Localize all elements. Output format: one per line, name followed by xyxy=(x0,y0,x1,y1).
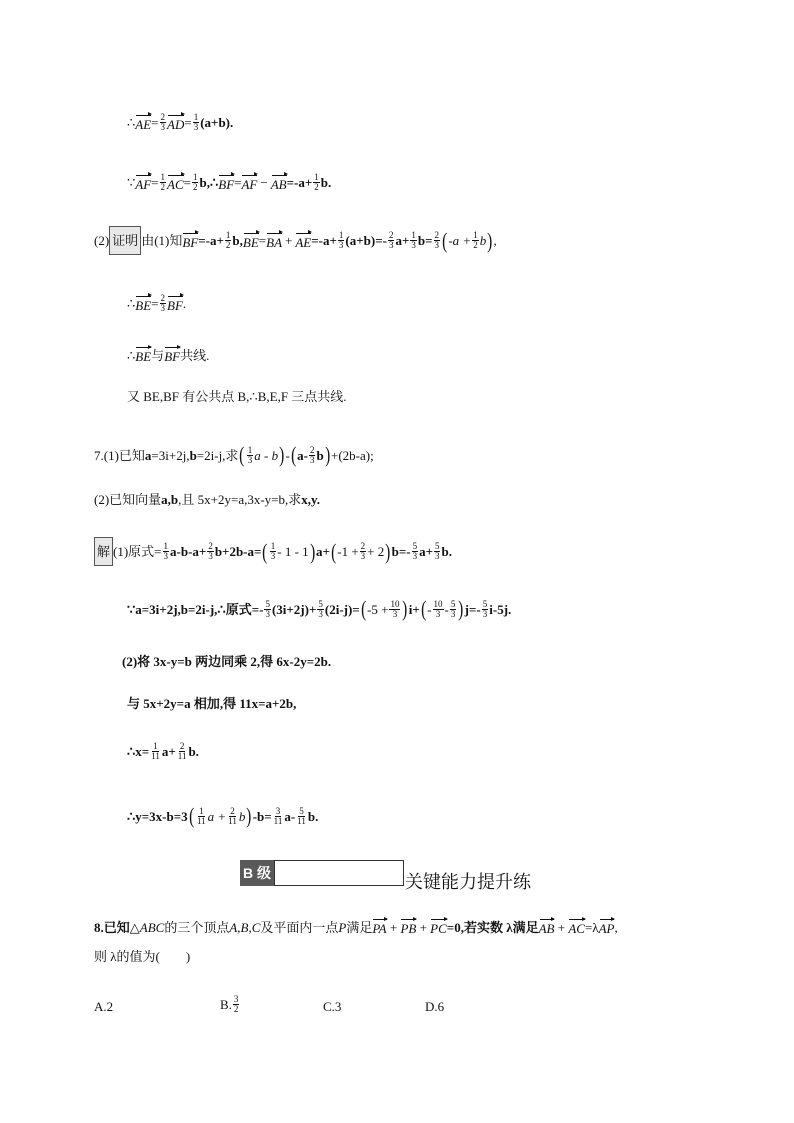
proof-line xyxy=(94,226,497,255)
vector-ac: AC xyxy=(167,176,184,192)
denominator: 3 xyxy=(435,608,441,619)
denominator: 3 xyxy=(160,303,166,313)
question-text: 7.(1)已知 xyxy=(94,447,145,463)
fraction xyxy=(410,231,417,250)
fraction xyxy=(482,600,489,619)
vector-ba: BA xyxy=(266,234,283,250)
option-b-label: B. xyxy=(220,997,232,1012)
option-a[interactable] xyxy=(94,1000,113,1013)
numerator: 1 xyxy=(225,230,231,240)
expression-text: a+ xyxy=(395,233,410,248)
vector-be: BE xyxy=(242,234,259,250)
fraction xyxy=(313,173,320,192)
expression-text: b+2b-a= xyxy=(214,544,262,559)
expression-text: b. xyxy=(307,808,319,824)
question-text: (2)已知向量 xyxy=(94,492,162,507)
question-text: , xyxy=(614,919,618,935)
fraction xyxy=(207,542,214,561)
expression-text: a- xyxy=(297,447,308,463)
denominator: 2 xyxy=(314,182,319,192)
denominator: 2 xyxy=(225,240,231,250)
denominator: 11 xyxy=(151,751,160,761)
denominator: 3 xyxy=(318,608,323,619)
solution-tag: 解 xyxy=(94,537,113,566)
expression-text: -b= xyxy=(252,808,272,824)
numerator: 5 xyxy=(265,598,270,609)
expression-text: - xyxy=(285,447,290,463)
vectors-ab: a,b xyxy=(161,492,179,507)
solution-7-part-1 xyxy=(94,537,452,566)
unknowns-xy: x,y. xyxy=(301,492,321,507)
expression-text: (a+b)=- xyxy=(345,233,387,248)
expression-text: (a+b). xyxy=(200,115,234,130)
vector-af: AF xyxy=(241,176,258,192)
numerator: 3 xyxy=(233,994,239,1004)
right-paren: ) xyxy=(279,442,285,467)
vector-be: BE xyxy=(135,297,152,313)
numerator: 5 xyxy=(299,805,304,816)
expression-text: b xyxy=(238,808,246,824)
numerator: 5 xyxy=(482,598,488,609)
right-paren: ) xyxy=(402,596,408,621)
fraction xyxy=(196,807,207,826)
equals-sign: = xyxy=(151,115,159,130)
equals-sign: = xyxy=(258,233,267,248)
vector-ap: AP xyxy=(598,921,615,936)
vector-ac: AC xyxy=(568,921,585,936)
numerator: 2 xyxy=(208,541,213,551)
right-paren: ) xyxy=(458,596,464,621)
denominator: 3 xyxy=(270,551,276,561)
because-symbol: ∵ xyxy=(127,175,136,190)
therefore-symbol: ∴ xyxy=(127,347,136,363)
question-text: =0,若实数 λ满足 xyxy=(446,919,539,935)
denominator: 3 xyxy=(450,608,456,619)
fraction xyxy=(247,446,254,465)
left-paren: ( xyxy=(331,538,337,564)
denominator: 3 xyxy=(434,551,440,561)
denominator: 2 xyxy=(192,182,198,192)
question-text: =λ xyxy=(584,919,599,935)
expression-text: ∴y=3x-b=3 xyxy=(127,808,188,824)
denominator: 2 xyxy=(233,1004,239,1014)
right-paren: ) xyxy=(324,442,330,467)
vector-pc: PC xyxy=(430,921,447,936)
numerator: 5 xyxy=(450,598,456,609)
denominator: 3 xyxy=(392,608,398,619)
denominator: 3 xyxy=(411,240,416,250)
expression-text: 与 xyxy=(151,347,165,363)
option-c-label: C.3 xyxy=(323,999,342,1014)
numerator: 1 xyxy=(192,172,198,182)
expression-text: 与 5x+2y=a 相加,得 11x=a+2b, xyxy=(127,696,297,711)
numerator: 1 xyxy=(160,172,166,182)
expression-text: -a + xyxy=(448,233,472,248)
numerator: 5 xyxy=(434,541,440,551)
equals-sign: = xyxy=(183,175,191,190)
expression-text: j=- xyxy=(464,601,481,617)
expression-text: a+ xyxy=(419,544,433,559)
plus-sign: + xyxy=(554,919,569,935)
expression-text: =-a+ xyxy=(311,233,337,248)
collinear-line xyxy=(127,347,209,363)
expression-text: +(2b-a); xyxy=(331,447,374,463)
denominator: 2 xyxy=(473,240,478,250)
plus-sign: + xyxy=(386,919,401,935)
expression-text: - 1 - 1 xyxy=(277,544,309,559)
denominator: 3 xyxy=(482,608,488,619)
denominator: 2 xyxy=(160,182,166,192)
numerator: 10 xyxy=(433,598,443,609)
numerator: 2 xyxy=(179,741,185,751)
fraction xyxy=(434,231,441,250)
fraction xyxy=(412,542,419,561)
expression-text: b xyxy=(479,233,487,248)
denominator: 3 xyxy=(160,122,166,132)
fraction xyxy=(264,600,271,619)
right-paren: ) xyxy=(385,538,391,564)
denominator: 3 xyxy=(163,551,169,561)
vector-be: BE xyxy=(135,349,152,364)
right-paren: ) xyxy=(487,227,493,253)
numerator: 2 xyxy=(309,444,315,455)
fraction xyxy=(160,173,167,192)
vector-bf: BF xyxy=(182,234,199,250)
vector-ab: AB xyxy=(270,176,287,192)
fraction xyxy=(317,600,324,619)
fraction xyxy=(389,600,400,619)
expression-text: 由(1)知 xyxy=(141,233,183,248)
question-text: 8.已知△ xyxy=(94,919,140,935)
section-title: 关键能力提升练 xyxy=(405,872,531,892)
question-text: 及平面内一点 xyxy=(260,919,339,935)
fraction xyxy=(160,113,167,132)
fraction xyxy=(472,231,479,250)
fraction xyxy=(227,807,238,826)
therefore-symbol: ∴ xyxy=(127,296,136,311)
numerator: 5 xyxy=(412,541,418,551)
point-p: P xyxy=(338,919,347,935)
solution-line-af xyxy=(127,173,331,192)
question-text: =3i+2j, xyxy=(151,447,190,463)
denominator: 3 xyxy=(265,608,270,619)
fraction xyxy=(433,600,444,619)
numerator: 2 xyxy=(388,230,394,240)
fraction xyxy=(273,807,284,826)
numerator: 1 xyxy=(247,444,253,455)
left-paren: ( xyxy=(188,803,194,828)
expression-text: (1)原式= xyxy=(113,544,162,559)
fraction xyxy=(150,742,161,761)
fraction xyxy=(270,542,277,561)
left-paren: ( xyxy=(420,596,427,621)
therefore-symbol: ∴ xyxy=(127,115,136,130)
section-header-box xyxy=(274,860,404,886)
expression-text: (2i-j)= xyxy=(324,601,360,617)
expression-text: - xyxy=(427,601,432,617)
numerator: 1 xyxy=(314,172,319,182)
denominator: 3 xyxy=(338,240,344,250)
numerator: 1 xyxy=(270,541,276,551)
solution-7-part-2-step-1 xyxy=(122,655,331,668)
conclusion-line xyxy=(127,390,347,403)
numerator: 1 xyxy=(153,741,158,751)
numerator: 2 xyxy=(360,541,366,551)
fraction xyxy=(163,542,170,561)
numerator: 2 xyxy=(434,230,440,240)
question-text: 的三个顶点 xyxy=(164,919,230,935)
left-paren: ( xyxy=(239,442,245,467)
numerator: 1 xyxy=(163,541,169,551)
expression-text: (3i+2j)+ xyxy=(271,601,317,617)
denominator: 11 xyxy=(177,751,187,761)
vector-bf: BF xyxy=(167,297,183,313)
triangle-name: ABC xyxy=(139,919,165,935)
option-d-label: D.6 xyxy=(425,999,445,1014)
expression-text: a+ xyxy=(161,744,176,759)
right-paren: ) xyxy=(246,803,252,828)
fraction xyxy=(388,231,395,250)
expression-text: ∵a=3i+2j,b=2i-j,∴原式=- xyxy=(127,601,264,617)
expression-text: b. xyxy=(441,544,452,559)
fraction xyxy=(225,231,232,250)
expression-text: b= xyxy=(417,233,433,248)
plus-sign: + xyxy=(285,233,293,248)
equals-sign: = xyxy=(234,175,242,190)
vector-ae: AE xyxy=(135,116,152,132)
numerator: 3 xyxy=(275,805,281,816)
denominator: 11 xyxy=(297,815,306,826)
numerator: 1 xyxy=(199,805,204,816)
solution-x-value xyxy=(127,742,199,761)
solution-y-value xyxy=(127,805,318,827)
numerator: 1 xyxy=(193,112,199,122)
solution-7-substitution xyxy=(127,598,511,620)
expression-text: b,∴ xyxy=(199,175,219,190)
denominator: 3 xyxy=(208,551,213,561)
question-text: =2i-j,求 xyxy=(196,447,239,463)
expression-text: b xyxy=(316,447,324,463)
vertices: A,B,C xyxy=(229,919,261,935)
expression-text: =-a+ xyxy=(198,233,224,248)
denominator: 3 xyxy=(388,240,394,250)
vector-b: b xyxy=(189,447,197,463)
fraction xyxy=(434,542,441,561)
expression-text: . xyxy=(182,296,187,311)
solution-line-ae xyxy=(127,113,233,132)
equals-sign: = xyxy=(151,175,159,190)
numerator: 5 xyxy=(318,598,323,609)
fraction xyxy=(338,231,345,250)
vector-pb: PB xyxy=(400,921,417,936)
expression-text: - xyxy=(444,601,449,617)
numerator: 1 xyxy=(411,230,416,240)
fraction xyxy=(193,113,200,132)
numerator: 2 xyxy=(160,112,166,122)
expression-text: a- xyxy=(284,808,296,824)
section-badge: B 级 xyxy=(240,860,274,886)
expression-text: 共线. xyxy=(180,347,210,363)
expression-text: b. xyxy=(188,744,199,759)
expression-text: (2)将 3x-y=b 两边同乘 2,得 6x-2y=2b. xyxy=(122,654,332,669)
vector-ab: AB xyxy=(538,921,555,936)
question-7-part-2 xyxy=(94,493,320,506)
left-paren: ( xyxy=(360,596,366,621)
denominator: 3 xyxy=(247,454,253,465)
expression-text: -1 + xyxy=(337,544,359,559)
equals-sign: = xyxy=(151,296,159,311)
option-a-label: A.2 xyxy=(94,999,114,1014)
vector-bf: BF xyxy=(164,349,181,364)
expression-text: b=- xyxy=(391,544,411,559)
right-paren: ) xyxy=(309,538,315,564)
question-8-prompt xyxy=(94,950,190,963)
denominator: 3 xyxy=(309,454,315,465)
expression-text: i+ xyxy=(408,601,420,617)
solution-7-part-2-step-2 xyxy=(127,697,296,710)
fraction xyxy=(309,446,316,465)
vector-a: a xyxy=(144,447,152,463)
denominator: 11 xyxy=(228,815,237,826)
minus-sign: − xyxy=(260,175,268,190)
proof-tag: 证明 xyxy=(109,226,141,255)
question-text: 满足 xyxy=(346,919,373,935)
equals-sign: = xyxy=(184,115,192,130)
expression-text: a-b-a+ xyxy=(170,544,207,559)
denominator: 3 xyxy=(434,240,440,250)
question-8 xyxy=(94,919,618,935)
part-label: (2) xyxy=(94,233,110,248)
question-text: ,且 5x+2y=a,3x-y=b,求 xyxy=(178,492,302,507)
conclusion-text: 又 BE,BF 有公共点 B,∴B,E,F 三点共线. xyxy=(127,389,347,404)
denominator: 3 xyxy=(193,122,199,132)
expression-text: a+ xyxy=(316,544,330,559)
left-paren: ( xyxy=(290,442,297,467)
expression-text: b. xyxy=(320,175,332,190)
question-7-part-1 xyxy=(94,444,374,466)
numerator: 1 xyxy=(338,230,344,240)
expression-text: =-a+ xyxy=(286,175,313,190)
question-text: 则 λ的值为( ) xyxy=(94,949,191,964)
fraction xyxy=(296,807,307,826)
numerator: 2 xyxy=(160,293,166,303)
expression-text: a + xyxy=(207,808,227,824)
expression-text: ∴x= xyxy=(127,744,150,759)
fraction xyxy=(450,600,457,619)
expression-text: i-5j. xyxy=(489,601,512,617)
expression-text: , xyxy=(493,233,497,248)
denominator: 3 xyxy=(360,551,366,561)
vector-ad: AD xyxy=(167,116,185,132)
vector-af: AF xyxy=(135,176,152,192)
numerator: 10 xyxy=(390,598,400,609)
expression-text: + 2 xyxy=(367,544,385,559)
solution-line-be xyxy=(127,294,186,313)
numerator: 2 xyxy=(230,805,235,816)
expression-text: b, xyxy=(232,233,243,248)
denominator: 3 xyxy=(412,551,418,561)
option-c[interactable] xyxy=(323,1000,341,1013)
option-d[interactable] xyxy=(425,1000,444,1013)
option-b[interactable] xyxy=(220,995,240,1014)
vector-pa: PA xyxy=(372,921,387,936)
fraction xyxy=(192,173,199,192)
vector-bf: BF xyxy=(218,176,235,192)
expression-text: -5 + xyxy=(367,601,389,617)
denominator: 11 xyxy=(196,815,206,826)
plus-sign: + xyxy=(416,919,431,935)
denominator: 11 xyxy=(273,815,283,826)
numerator: 1 xyxy=(473,230,478,240)
fraction xyxy=(360,542,367,561)
fraction xyxy=(233,995,240,1014)
fraction xyxy=(160,294,167,313)
left-paren: ( xyxy=(442,227,448,253)
vector-ae: AE xyxy=(295,234,312,250)
fraction xyxy=(177,742,188,761)
expression-text: a - b xyxy=(254,447,279,463)
left-paren: ( xyxy=(262,538,268,564)
